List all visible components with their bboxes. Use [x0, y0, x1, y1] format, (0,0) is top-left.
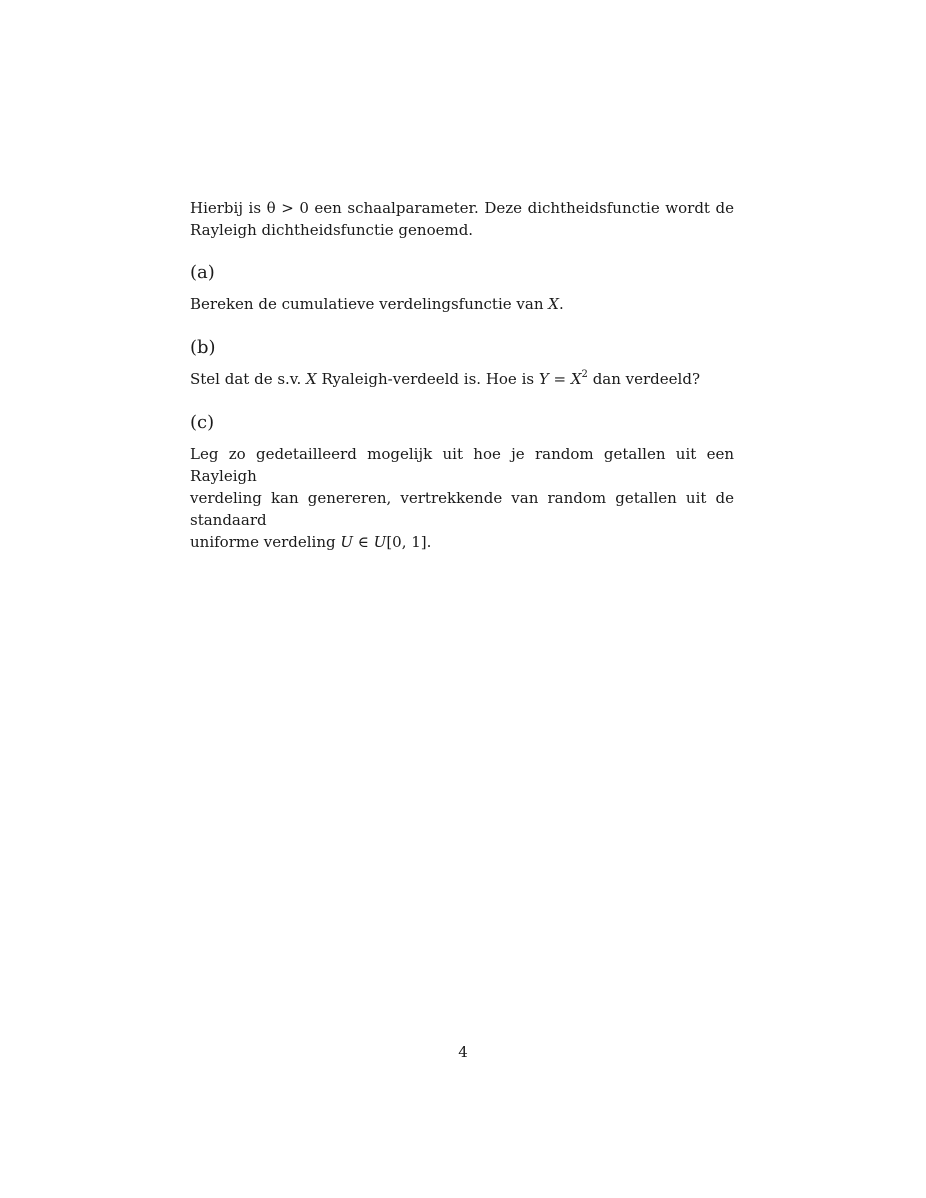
intro-paragraph [190, 197, 734, 241]
section-a-paragraph [190, 293, 734, 315]
section-b-text-3: dan verdeeld? [587, 370, 700, 388]
section-c-heading: (c) [190, 412, 215, 433]
section-c-line-2: verdeling kan genereren, vertrekkende van random getallen uit de standaard [190, 489, 734, 529]
section-c-end: . [426, 533, 432, 551]
section-a-end: . [558, 295, 564, 313]
page-number: 4 [458, 1043, 468, 1061]
section-b-text-2: Ryaleigh-verdeeld is. Hoe is [316, 370, 539, 388]
section-a-var: X [548, 295, 559, 313]
section-c-var-u: U [340, 533, 354, 551]
section-c-paragraph [190, 443, 734, 553]
section-b-eq-lhs: Y [538, 370, 549, 388]
intro-line-1: Hierbij is θ > 0 een schaalparameter. Deze dichtheidsfunctie wordt de [190, 199, 734, 217]
section-c-uniform-set: U [373, 533, 387, 551]
section-b-eq-op: = [548, 370, 571, 388]
section-b-heading: (b) [190, 337, 216, 358]
section-b-exponent: 2 [581, 369, 588, 380]
section-c-element-of: ∈ [353, 533, 374, 551]
section-a-heading: (a) [190, 262, 215, 283]
section-b-paragraph [190, 368, 734, 390]
section-a-text: Bereken de cumulatieve verdelingsfunctie van [190, 295, 549, 313]
intro-line-2: Rayleigh dichtheidsfunctie genoemd. [190, 221, 474, 239]
section-c-line-3-text: uniforme verdeling [190, 533, 341, 551]
section-b-eq-rhs: X [570, 370, 582, 388]
section-c-interval: [0, 1] [386, 533, 427, 551]
section-b-text-1: Stel dat de s.v. [190, 370, 307, 388]
section-c-line-1: Leg zo gedetailleerd mogelijk uit hoe je random getallen uit een Rayleigh [190, 445, 734, 485]
section-c-line-3 [190, 531, 734, 553]
section-b-var-x: X [306, 370, 317, 388]
